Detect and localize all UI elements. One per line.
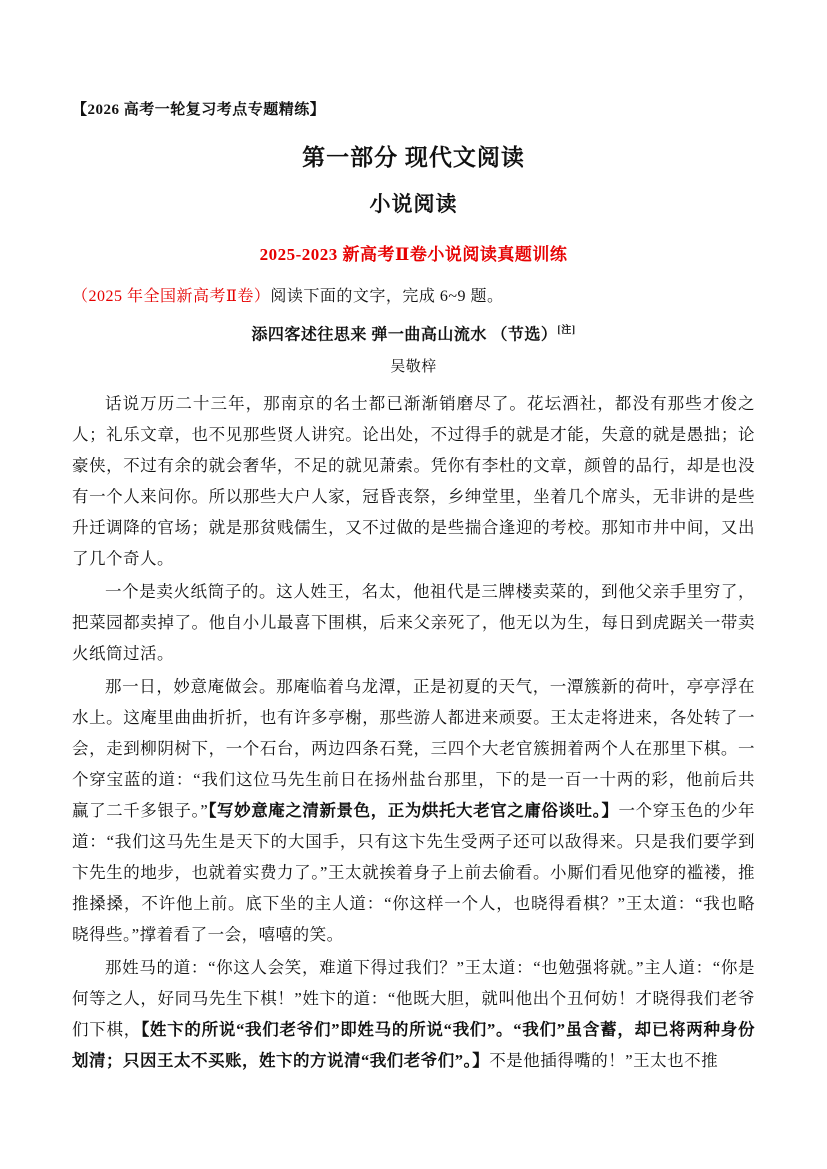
part-title: 第一部分 现代文阅读 <box>302 145 525 170</box>
exam-source-label: （2025 年全国新高考Ⅱ卷） <box>72 288 271 305</box>
article-body <box>72 388 755 1076</box>
exam-training-subtitle: 2025-2023 新高考Ⅱ卷小说阅读真题训练 <box>259 245 568 264</box>
exam-instruction: 阅读下面的文字，完成 6~9 题。 <box>270 288 504 305</box>
text-segment: 话说万历二十三年，那南京的名士都已渐渐销磨尽了。花坛酒社，都没有那些才俊之人；礼乐文章，也不见那些贤人讲究。论出处，不过得手的就是才能，失意的就是愚拙；论豪侠，不过有余的就会奢华，不足的就见萧索。凭你有李杜的文章，颜曾的品行，却是也没有一个人来问你。所以那些大户人家，冠昏丧祭，乡绅堂里，坐着几个席头，无非讲的是些升迁调降的官场；就是那贫贱儒生，又不过做的是些揣合逢迎的考校。那知市井中间，又出了几个奇人。 <box>72 394 755 569</box>
article-title-text: 添四客述往思来 弹一曲高山流水 （节选） <box>251 326 558 344</box>
text-segment: 那一日，妙意庵做会。那庵临着乌龙潭，正是初夏的天气，一潭簇新的荷叶，亭亭浮在水上。这庵里曲曲折折，也有许多亭榭，那些游人都进来顽耍。王太走将进来，各处转了一会，走到柳阴树下，一个石台，两边四条石凳，三四个大老官簇拥着两个人在那里下棋。一个穿宝蓝的道：“我们这位马先生前日在扬州盐台那里，下的是一百一十两的彩，他前后共赢了二千多银子。” <box>72 677 755 821</box>
exam-intro-line <box>72 283 755 306</box>
text-segment: 一个是卖火纸筒子的。这人姓王，名太，他祖代是三牌楼卖菜的，到他父亲手里穷了，把菜园都卖掉了。他自小儿最喜下围棋，后来父亲死了，他无以为生，每日到虎踞关一带卖火纸筒过活。 <box>72 582 755 664</box>
footnote-marker: [注] <box>557 325 576 336</box>
article-paragraph <box>72 576 755 669</box>
article-author: 吴敬梓 <box>390 359 437 376</box>
text-segment: 不是他插得嘴的！”王太也不推 <box>489 1051 719 1071</box>
article-title <box>72 321 755 344</box>
article-paragraph <box>72 952 755 1076</box>
article-paragraph <box>72 388 755 574</box>
section-title: 小说阅读 <box>369 192 458 216</box>
document-series-tag: 【2026 高考一轮复习考点专题精练】 <box>72 102 326 118</box>
text-segment: 一个穿玉色的少年道：“我们这马先生是天下的大国手，只有这卞先生受两子还可以敌得来。只是我们要学到卞先生的地步，也就着实费力了。”王太就挨着身子上前去偷看。小厮们看见他穿的褴褛，推推搡搡，不许他上前。底下坐的主人道：“你这样一个人，也晓得看棋？”王太道：“我也略晓得些。”撑着看了一会，嘻嘻的笑。 <box>72 801 756 945</box>
annotation-segment: 【姓卞的所说“我们老爷们”即姓马的所说“我们”。“我们”虽含蓄，却已将两种身份划清；只因王太不买账，姓卞的方说清“我们老爷们”。】 <box>72 1020 756 1071</box>
article-paragraph <box>72 671 755 950</box>
text-segment: 那姓马的道：“你这人会笑，难道下得过我们？”王太道：“也勉强将就。”主人道：“你是何等之人，好同马先生下棋！”姓卞的道：“他既大胆，就叫他出个丑何妨！才晓得我们老爷们下棋， <box>72 958 755 1040</box>
annotation-segment: 【写妙意庵之清新景色，正为烘托大老官之庸俗谈吐。】 <box>208 801 619 821</box>
